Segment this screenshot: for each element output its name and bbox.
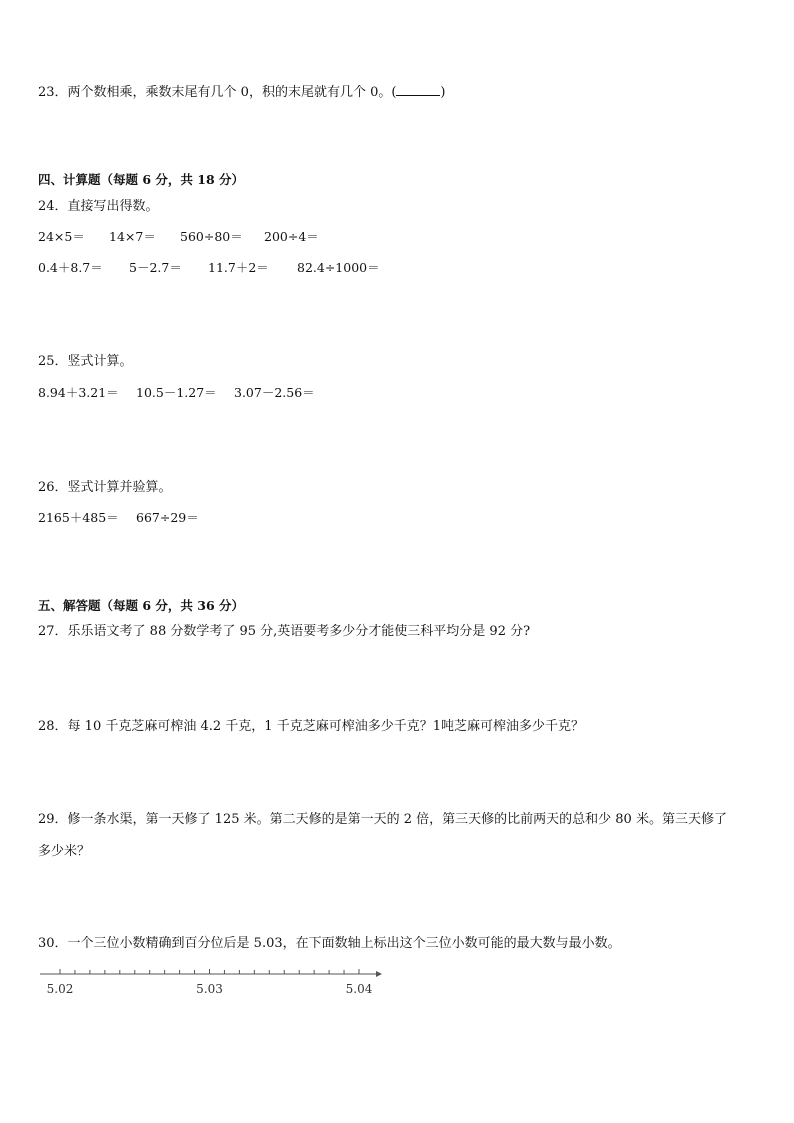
section-4-title: 四、计算题（每题 6 分，共 18 分） [38, 172, 245, 187]
question-23-text: 23．两个数相乘，乘数末尾有几个 0，积的末尾就有几个 0。( [38, 85, 397, 100]
section-5-title: 五、解答题（每题 6 分，共 36 分） [38, 598, 245, 613]
expr: 3.07－2.56＝ [234, 385, 315, 400]
expr: 200÷4＝ [264, 229, 319, 244]
question-24-text: 24．直接写出得数。 [38, 199, 159, 214]
expr: 24×5＝ [38, 229, 85, 244]
number-line-axis [40, 971, 382, 977]
expr: 8.94＋3.21＝ [38, 385, 119, 400]
expr: 5－2.7＝ [129, 260, 182, 275]
expr: 82.4÷1000＝ [297, 260, 380, 275]
tick-label: 5.04 [345, 982, 373, 996]
question-23 [38, 84, 446, 101]
number-line[interactable] [30, 960, 390, 1000]
question-29-line-2: 多少米？ [38, 844, 91, 859]
question-23-end: ) [440, 85, 446, 100]
question-25-text: 25．竖式计算。 [38, 354, 133, 369]
expr: 0.4＋8.7＝ [38, 260, 103, 275]
question-26-text: 26．竖式计算并验算。 [38, 480, 172, 495]
expr: 11.7＋2＝ [208, 260, 269, 275]
axis-arrow-icon [376, 971, 382, 977]
question-30-text: 30．一个三位小数精确到百分位后是 5.03，在下面数轴上标出这个三位小数可能的最大数与最小数。 [38, 936, 621, 951]
expr: 14×7＝ [109, 229, 156, 244]
tick-label: 5.02 [46, 982, 74, 996]
question-27-text: 27．乐乐语文考了 88 分数学考了 95 分,英语要考多少分才能使三科平均分是 92 分? [38, 624, 531, 639]
tick-label: 5.03 [196, 982, 223, 996]
question-28-text: 28．每 10 千克芝麻可榨油 4.2 千克，1 千克芝麻可榨油多少千克？1吨芝麻可榨油多少千克？ [38, 719, 584, 734]
number-line-ticks [60, 969, 359, 974]
expr: 10.5－1.27＝ [136, 385, 217, 400]
expr: 667÷29＝ [136, 510, 199, 525]
number-line-labels [47, 982, 373, 996]
answer-blank[interactable] [396, 84, 440, 96]
expr: 560÷80＝ [180, 229, 243, 244]
expr: 2165＋485＝ [38, 510, 119, 525]
question-29-line-1: 29．修一条水渠，第一天修了 125 米。第二天修的是第一天的 2 倍，第三天修的比前两天的总和少 80 米。第三天修了 [38, 812, 727, 827]
